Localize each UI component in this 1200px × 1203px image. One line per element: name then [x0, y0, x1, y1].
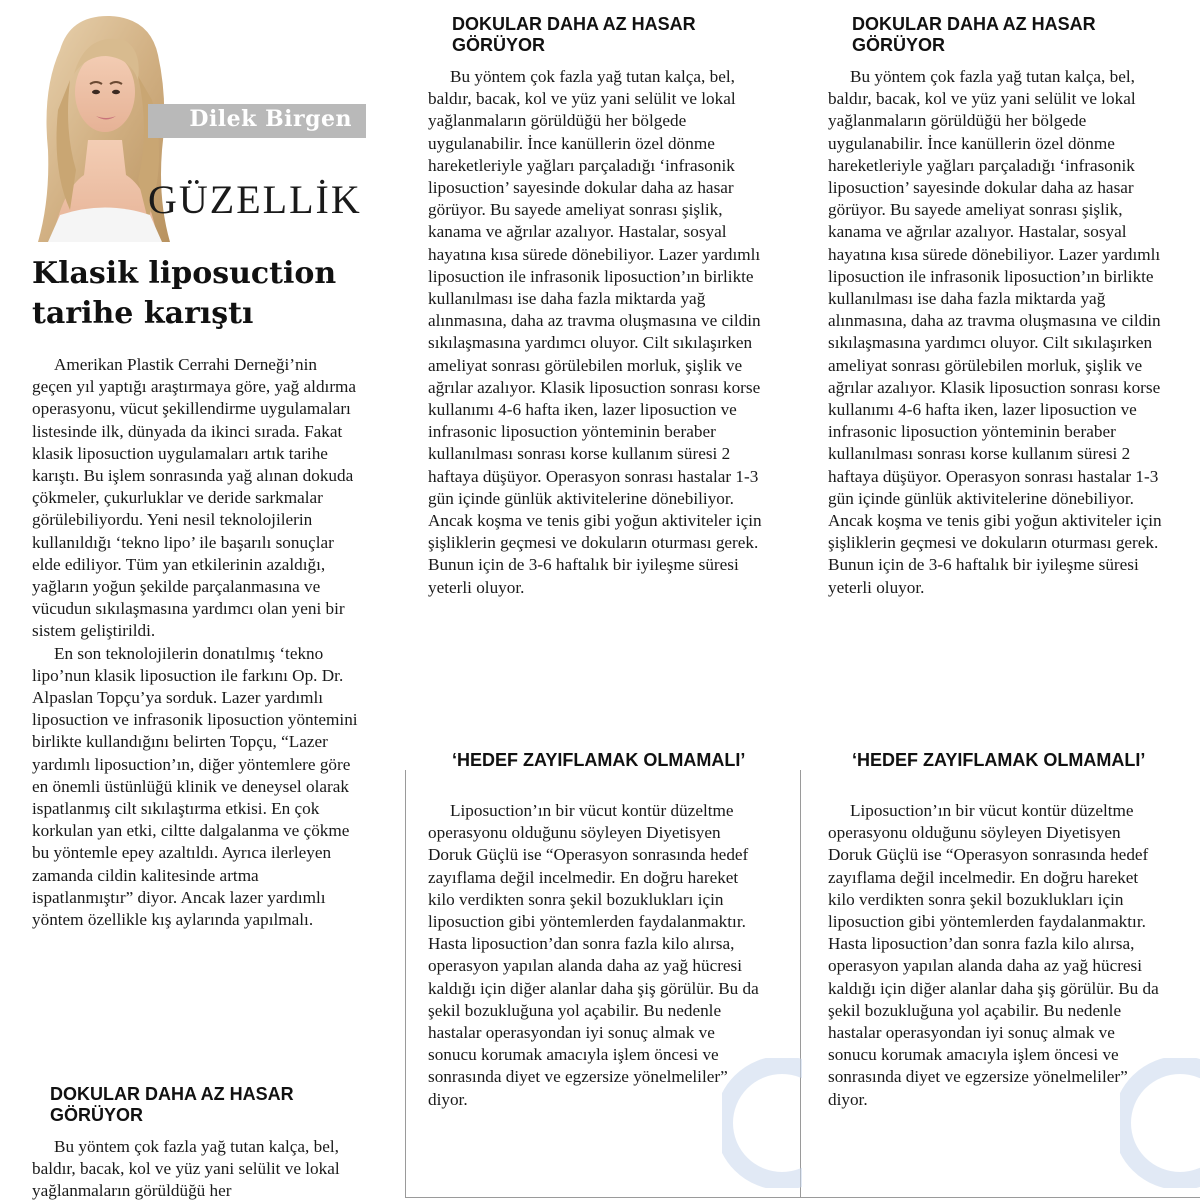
subhead-dokular-col1: DOKULAR DAHA AZ HASAR GÖRÜYOR: [50, 1084, 294, 1125]
article-headline: [32, 254, 372, 334]
subhead-dokular-col2: DOKULAR DAHA AZ HASAR GÖRÜYOR: [452, 14, 696, 55]
col3-section-2: [828, 800, 1164, 1111]
col3-section-1: [828, 66, 1164, 599]
section-label: GÜZELLİK: [148, 177, 362, 222]
watermark-logo-icon: [722, 1058, 802, 1188]
intro-paragraph-1: Amerikan Plastik Cerrahi Derneği’nin geçen yıl yaptığı araştırmaya göre, yağ aldırma operasyonu, vücut şekillendirme uygulamaları listesinde ilk, dünyada da ikinci sırada. Fakat klasik liposuction uygulamaları artık tarihe karıştı. Bu işlem sonrasında yağ alınan dokuda çökmeler, çukurluklar ve deride sarkmalar görülebiliyordu. Yeni nesil teknolojilerin kullanıldığı ‘tekno lipo’ ile başarılı sonuçlar elde ediliyor. Tüm yan etkilerinin azaldığı, yağların yoğun şekilde parçalanmasına ve vücudun sıkılaşmasına yardımcı olan yeni bir sistem geliştirildi.: [32, 355, 357, 641]
columnist-name: Dilek Birgen: [189, 106, 352, 132]
intro-paragraph-2: En son teknolojilerin donatılmış ‘tekno lipo’nun klasik liposuction ile farkını Op. Dr. Alpaslan Topçu’ya sorduk. Lazer yardımlı liposuction ve infrasonik liposuction yöntemini birlikte kullandığını belirten Topçu, “Lazer yardımlı liposuction’ın, diğer yöntemlere göre en önemli üstünlüğü klinik ve deneysel olarak ispatlanmış cilt sıkılaştırma etkisi. En çok korkulan yan etki, ciltte dalgalanma ve çökme bu yöntemle epey azaltıldı. Ayrıca ilerleyen zamanda cildin kalitesinde artma ispatlanmıştır” diyor. Ancak lazer yardımlı yöntem özellikle kış aylarında yapılmalı.: [32, 643, 358, 930]
headline-line-1: Klasik liposuction: [32, 256, 337, 291]
intro-text: [32, 354, 360, 931]
column-rule-left: [405, 770, 406, 1198]
watermark-logo-icon: [1120, 1058, 1200, 1188]
subhead-hedef-col3: ‘HEDEF ZAYIFLAMAK OLMAMALI’: [852, 750, 1146, 770]
columnist-name-bar: [148, 104, 366, 138]
col3-section-1-paragraph: Bu yöntem çok fazla yağ tutan kalça, bel, baldır, bacak, kol ve yüz yani selülit ve lokal yağlanmaların görüldüğü her bölgede uygulanabilir. İnce kanüllerin özel dönme hareketleriyle yağları parçaladığı ‘infrasonik liposuction’ sayesinde dokular daha az hasar görüyor. Bu sayede ameliyat sonrası şişlik, kanama ve ağrılar azalıyor. Hastalar, sosyal hayatına kısa sürede dönebiliyor. Lazer yardımlı liposuction ile infrasonik liposuction’ın birlikte kullanılması ise daha fazla miktarda yağ alınmasına, daha az travma oluşmasına ve cildin sıkılaşmasına yardımcı oluyor. Cilt sıkılaşırken ameliyat sonrası görülebilen morluk, şişlik ve ağrılar azalıyor. Klasik liposuction sonrası korse kullanımı 4-6 hafta iken, lazer liposuction ve infrasonic liposuction yönteminin beraber kullanılması sonrası korse kullanım süresi 2 haftaya düşüyor. Operasyon sonrası hastalar 1-3 gün içinde günlük aktivitelerine dönebiliyor. Ancak koşma ve tenis gibi yoğun aktiviteler için şişliklerin geçmesi ve dokuların oturması gerek. Bunun için de 3-6 haftalık bir iyileşme süresi yeterli oluyor.: [828, 67, 1162, 597]
column-rule-bottom-right: [800, 1197, 1200, 1198]
subhead-hedef-col2: ‘HEDEF ZAYIFLAMAK OLMAMALI’: [452, 750, 746, 770]
col1-continuation-paragraph: Bu yöntem çok fazla yağ tutan kalça, bel, baldır, bacak, kol ve yüz yani selülit ve lokal yağlanmaların görüldüğü her: [32, 1137, 340, 1201]
col2-section-1: [428, 66, 764, 599]
headline-line-2: tarihe karıştı: [32, 296, 254, 331]
col2-section-1-paragraph: Bu yöntem çok fazla yağ tutan kalça, bel, baldır, bacak, kol ve yüz yani selülit ve lokal yağlanmaların görüldüğü her bölgede uygulanabilir. İnce kanüllerin özel dönme hareketleriyle yağları parçaladığı ‘infrasonik liposuction’ sayesinde dokular daha az hasar görüyor. Bu sayede ameliyat sonrası şişlik, kanama ve ağrılar azalıyor. Hastalar, sosyal hayatına kısa sürede dönebiliyor. Lazer yardımlı liposuction ile infrasonik liposuction’ın birlikte kullanılması ise daha fazla miktarda yağ alınmasına, daha az travma oluşmasına ve cildin sıkılaşmasına yardımcı oluyor. Cilt sıkılaşırken ameliyat sonrası görülebilen morluk, şişlik ve ağrılar azalıyor. Klasik liposuction sonrası korse kullanımı 4-6 hafta iken, lazer liposuction ve infrasonic liposuction yönteminin beraber kullanılması sonrası korse kullanım süresi 2 haftaya düşüyor. Operasyon sonrası hastalar 1-3 gün içinde günlük aktivitelerine dönebiliyor. Ancak koşma ve tenis gibi yoğun aktiviteler için şişliklerin geçmesi ve dokuların oturması gerek. Bunun için de 3-6 haftalık bir iyileşme süresi yeterli oluyor.: [428, 67, 762, 597]
col3-section-2-paragraph: Liposuction’ın bir vücut kontür düzeltme operasyonu olduğunu söyleyen Diyetisyen Doruk Güçlü ise “Operasyon sonrasında hedef zayıflama değil incelmedir. En doğru hareket kilo verdikten sonra şekil bozuklukları için liposuction gibi yöntemlerden faydalanmaktır. Hasta liposuction’dan sonra fazla kilo alırsa, operasyon yapılan alanda daha az yağ hücresi kaldığı için diğer alanlar daha şiş görülür. Bu da şekil bozukluğuna yol açabilir. Bu nedenle hastalar operasyondan iyi sonuç almak ve sonucu korumak amacıyla işlem öncesi ve sonrasında diyet ve egzersize yönelmeliler” diyor.: [828, 801, 1159, 1109]
column-rule-bottom-left: [405, 1197, 800, 1198]
col1-continuation: [32, 1136, 372, 1203]
col2-section-2: [428, 800, 764, 1111]
subhead-dokular-col3: DOKULAR DAHA AZ HASAR GÖRÜYOR: [852, 14, 1096, 55]
col2-section-2-paragraph: Liposuction’ın bir vücut kontür düzeltme operasyonu olduğunu söyleyen Diyetisyen Doruk Güçlü ise “Operasyon sonrasında hedef zayıflama değil incelmedir. En doğru hareket kilo verdikten sonra şekil bozuklukları için liposuction gibi yöntemlerden faydalanmaktır. Hasta liposuction’dan sonra fazla kilo alırsa, operasyon yapılan alanda daha az yağ hücresi kaldığı için diğer alanlar daha şiş görülür. Bu da şekil bozukluğuna yol açabilir. Bu nedenle hastalar operasyondan iyi sonuç almak ve sonucu korumak amacıyla işlem öncesi ve sonrasında diyet ve egzersize yönelmeliler” diyor.: [428, 801, 759, 1109]
